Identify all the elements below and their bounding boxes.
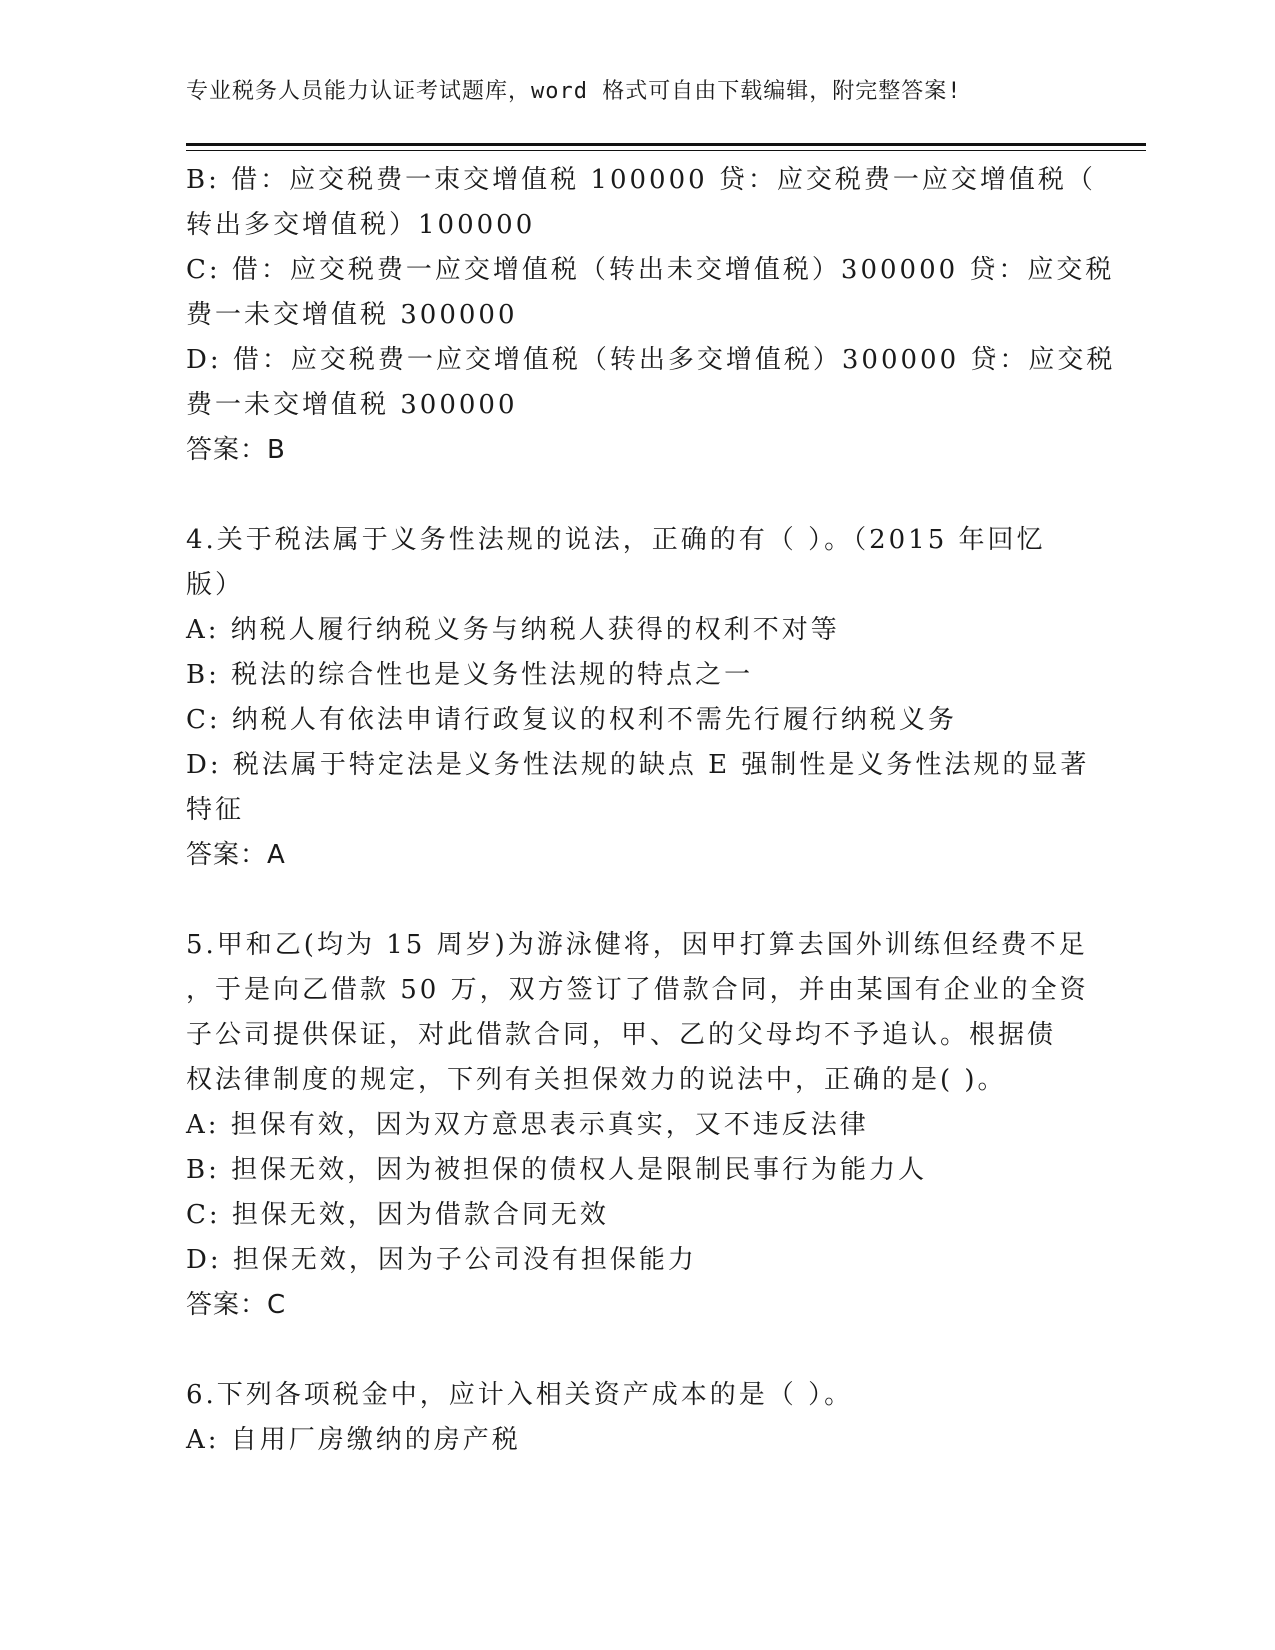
answer-line: 答案：A bbox=[186, 840, 286, 870]
question-6 bbox=[186, 1373, 1086, 1463]
option-d: D: 担保无效，因为子公司没有担保能力 bbox=[186, 1245, 697, 1275]
question-line: B: 借：应交税费一朿交增值税 100000 贷：应交税费一应交增值税（ bbox=[186, 165, 1096, 195]
answer-line: 答案：B bbox=[186, 435, 286, 465]
spacer bbox=[186, 1328, 1086, 1373]
spacer bbox=[186, 473, 1086, 518]
question-4 bbox=[186, 518, 1090, 878]
question-line: C: 借：应交税费一应交增值税（转出未交增值税）300000 贷：应交税 bbox=[186, 255, 1115, 285]
question-stem: 6.下列各项税金中，应计入相关资产成本的是（ ）。 bbox=[186, 1380, 854, 1410]
question-3-options bbox=[186, 158, 1116, 473]
option-a: A: 自用厂房缴纳的房产税 bbox=[186, 1425, 521, 1455]
option-d: 特征 bbox=[186, 795, 245, 825]
question-stem: ，于是向乙借款 50 万，双方签订了借款合同，并由某国有企业的全资 bbox=[186, 975, 1089, 1005]
question-5 bbox=[186, 923, 1089, 1328]
question-line: 费一未交增值税 300000 bbox=[186, 390, 518, 420]
question-stem: 权法律制度的规定，下列有关担保效力的说法中，正确的是( )。 bbox=[186, 1065, 1007, 1095]
option-b: B: 税法的综合性也是义务性法规的特点之一 bbox=[186, 660, 754, 690]
question-line: 转出多交增值税）100000 bbox=[186, 210, 536, 240]
question-content bbox=[186, 158, 1116, 1463]
question-stem: 5.甲和乙(均为 15 周岁)为游泳健将，因甲打算去国外训练但经费不足 bbox=[186, 930, 1088, 960]
question-line: 费一未交增值税 300000 bbox=[186, 300, 518, 330]
header-divider-thin bbox=[186, 150, 1146, 151]
question-stem: 4.关于税法属于义务性法规的说法，正确的有（ ）。（2015 年回忆 bbox=[186, 525, 1046, 555]
option-b: B: 担保无效，因为被担保的债权人是限制民事行为能力人 bbox=[186, 1155, 928, 1185]
spacer bbox=[186, 878, 1086, 923]
header-divider-thick bbox=[186, 143, 1146, 146]
answer-line: 答案：C bbox=[186, 1290, 287, 1320]
question-stem: 版） bbox=[186, 570, 245, 600]
option-a: A: 担保有效，因为双方意思表示真实，又不违反法律 bbox=[186, 1110, 869, 1140]
question-line: D: 借：应交税费一应交增值税（转出多交增值税）300000 贷：应交税 bbox=[186, 345, 1116, 375]
page-header: 专业税务人员能力认证考试题库，word 格式可自由下载编辑，附完整答案! bbox=[186, 79, 962, 104]
option-d: D: 税法属于特定法是义务性法规的缺点 E 强制性是义务性法规的显著 bbox=[186, 750, 1090, 780]
option-a: A: 纳税人履行纳税义务与纳税人获得的权利不对等 bbox=[186, 615, 840, 645]
option-c: C: 担保无效，因为借款合同无效 bbox=[186, 1200, 609, 1230]
question-stem: 子公司提供保证，对此借款合同，甲、乙的父母均不予追认。根据债 bbox=[186, 1020, 1057, 1050]
option-c: C: 纳税人有依法申请行政复议的权利不需先行履行纳税义务 bbox=[186, 705, 957, 735]
